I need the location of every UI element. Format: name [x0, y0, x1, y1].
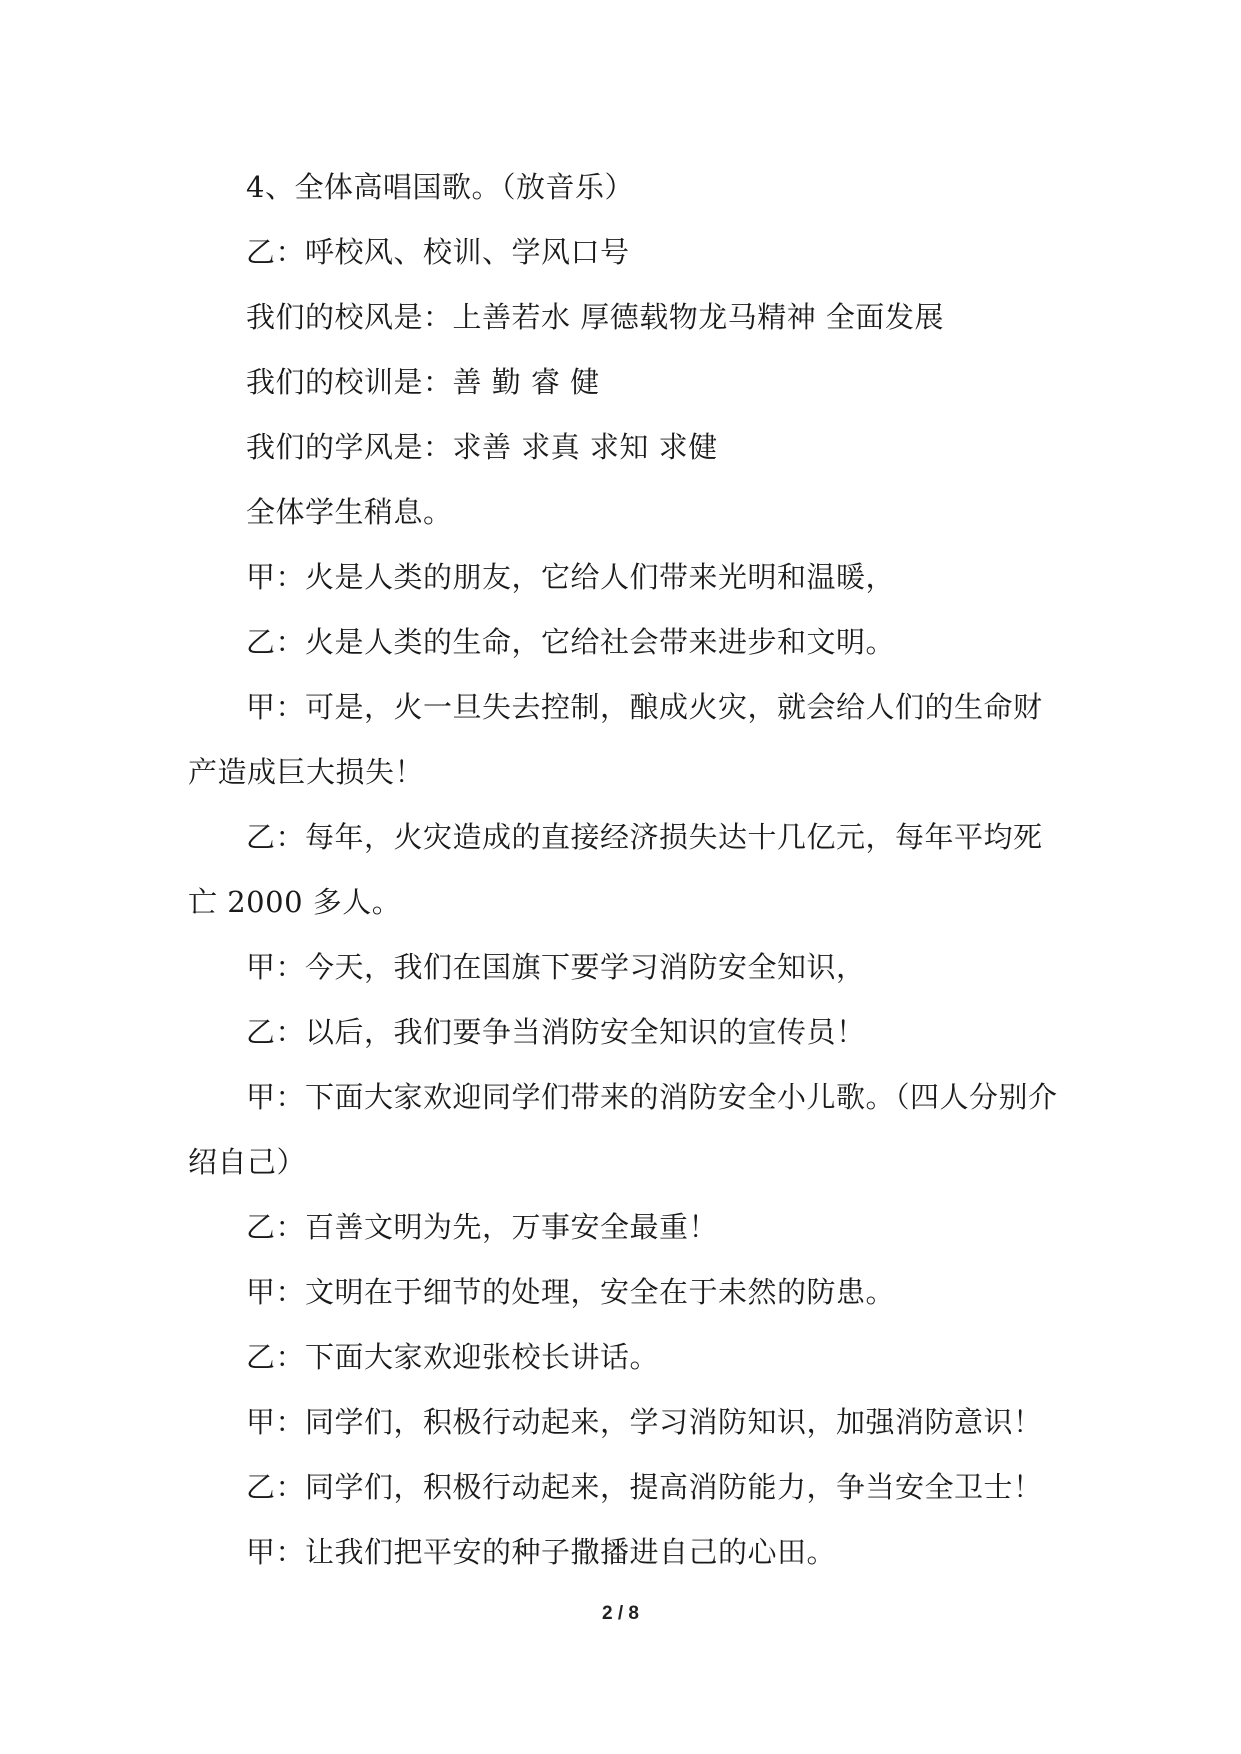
paragraph: 我们的校训是：善 勤 睿 健: [246, 365, 600, 399]
paragraph: 乙：下面大家欢迎张校长讲话。: [246, 1340, 660, 1374]
paragraph: 甲：火是人类的朋友，它给人们带来光明和温暖，: [246, 560, 896, 594]
paragraph: 乙：火是人类的生命，它给社会带来进步和文明。: [246, 625, 896, 659]
document-body: [188, 155, 1060, 1585]
paragraph: 4、全体高唱国歌。（放音乐）: [246, 170, 634, 204]
paragraph: 全体学生稍息。: [246, 495, 453, 529]
paragraph: 甲：同学们，积极行动起来，学习消防知识，加强消防意识！: [246, 1405, 1043, 1439]
page-number: 2 / 8: [602, 1603, 639, 1624]
paragraph: 乙：以后，我们要争当消防安全知识的宣传员！: [246, 1015, 866, 1049]
paragraph: 我们的学风是：求善 求真 求知 求健: [246, 430, 718, 464]
paragraph: 乙：呼校风、校训、学风口号: [246, 235, 630, 269]
paragraph: 甲：下面大家欢迎同学们带来的消防安全小儿歌。（四人分别介绍自己）: [188, 1080, 1058, 1179]
paragraph: 甲：今天，我们在国旗下要学习消防安全知识，: [246, 950, 866, 984]
paragraph: 乙：每年，火灾造成的直接经济损失达十几亿元，每年平均死亡 2000 多人。: [188, 820, 1043, 919]
paragraph: 甲：可是，火一旦失去控制，酿成火灾，就会给人们的生命财产造成巨大损失！: [188, 690, 1043, 789]
paragraph: 甲：文明在于细节的处理，安全在于未然的防患。: [246, 1275, 896, 1309]
paragraph: 甲：让我们把平安的种子撒播进自己的心田。: [246, 1535, 837, 1569]
paragraph: 乙：百善文明为先，万事安全最重！: [246, 1210, 719, 1244]
paragraph: 乙：同学们，积极行动起来，提高消防能力，争当安全卫士！: [246, 1470, 1043, 1504]
paragraph: 我们的校风是：上善若水 厚德载物龙马精神 全面发展: [246, 300, 944, 334]
